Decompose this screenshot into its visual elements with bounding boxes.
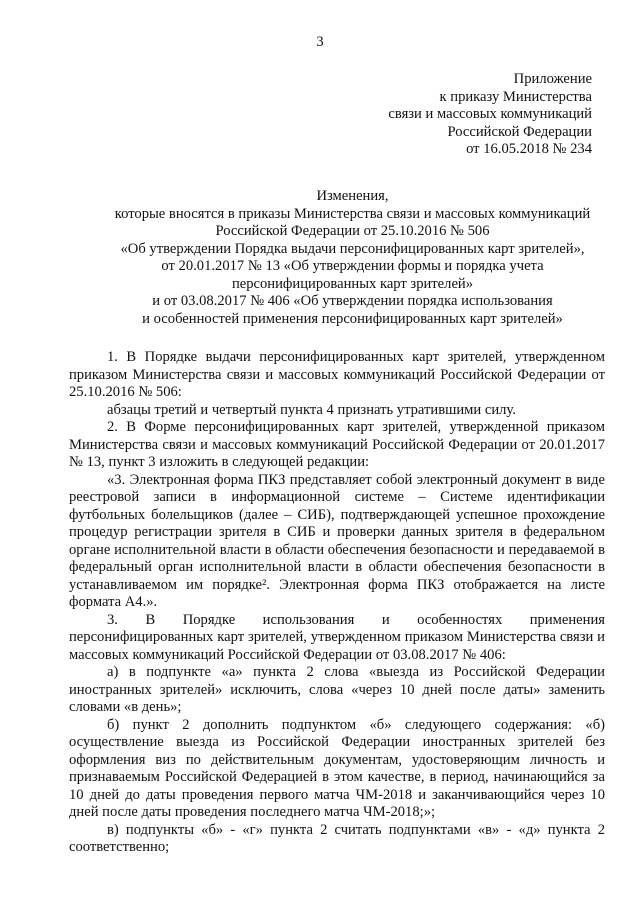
paragraph-2-quote: «3. Электронная форма ПКЗ представляет собой электронный документ в виде реестровой записи в информационной системе – Системе идентификации футбольных болельщиков (далее – СИБ), подтверждающей успешное прохождение процедур регистрации зрителя в СИБ и проверки данных зрителя в федеральном органе исполнительной власти в области обеспечения безопасности и передаваемой в федеральный орган исполнительной власти в области обеспечения безопасности в устанавливаемом им порядке². Электронная форма ПКЗ отображается на листе формата А4.». xyxy=(69,471,605,610)
appendix-line: к приказу Министерства xyxy=(439,88,592,105)
title-line: от 20.01.2017 № 13 «Об утверждении формы и порядка учета xyxy=(161,258,544,274)
title-line: персонифицированных карт зрителей» xyxy=(231,275,474,292)
paragraph-3-item-b: б) пункт 2 дополнить подпунктом «б» следующего содержания: «б) осуществление выезда из Российской Федерации иностранных зрителей без оформления виз по действительным документам, удостоверяющим личность и признаваемым Российской Федерацией в этом качестве, в период, начинающийся за 10 дней до даты проведения первого матча ЧМ-2018 и заканчивающийся через 10 дней после даты проведения последнего матча ЧМ-2018;»; xyxy=(69,716,605,820)
paragraph-3: 3. В Порядке использования и особенностях применения персонифицированных карт зрителей, утвержденном приказом Министерства связи и массовых коммуникаций Российской Федерации от 03.08.2017 № 406: xyxy=(69,611,605,663)
appendix-header xyxy=(332,71,592,159)
paragraph-3-item-c: в) подпункты «б» - «г» пункта 2 считать подпунктами «в» - «д» пункта 2 соответственно; xyxy=(69,821,605,855)
title-line: которые вносятся в приказы Министерства связи и массовых коммуникаций xyxy=(114,205,591,222)
title-line: Изменения, xyxy=(316,188,389,204)
appendix-line: Российской Федерации xyxy=(447,123,592,140)
paragraph-2: 2. В Форме персонифицированных карт зрителей, утвержденной приказом Министерства связи и массовых коммуникаций Российской Федерации от 20.01.2017 № 13, пункт 3 изложить в следующей редакции: xyxy=(69,419,605,470)
paragraph-1: 1. В Порядке выдачи персонифицированных карт зрителей, утвержденном приказом Министерства связи и массовых коммуникаций Российской Федерации от 25.10.2016 № 506: xyxy=(69,349,605,400)
paragraph-3-item-a: а) в подпункте «а» пункта 2 слова «выезда из Российской Федерации иностранных зрителей» исключить, слова «через 10 дней после даты» заменить словами «в день»; xyxy=(69,664,605,715)
title-line: «Об утверждении Порядка выдачи персонифицированных карт зрителей», xyxy=(120,240,585,257)
title-line: Российской Федерации от 25.10.2016 № 506 xyxy=(215,223,490,239)
title-line: и особенностей применения персонифицированных карт зрителей» xyxy=(142,310,563,327)
appendix-line: Приложение xyxy=(513,71,592,87)
appendix-line: связи и массовых коммуникаций xyxy=(388,106,592,122)
document-body xyxy=(69,349,605,857)
page-number: 3 xyxy=(316,34,324,50)
title-line: и от 03.08.2017 № 406 «Об утверждении порядка использования xyxy=(152,293,553,309)
document-title xyxy=(100,188,605,328)
appendix-line: от 16.05.2018 № 234 xyxy=(466,141,592,157)
paragraph-1-item: абзацы третий и четвертый пункта 4 признать утратившими силу. xyxy=(107,401,516,418)
